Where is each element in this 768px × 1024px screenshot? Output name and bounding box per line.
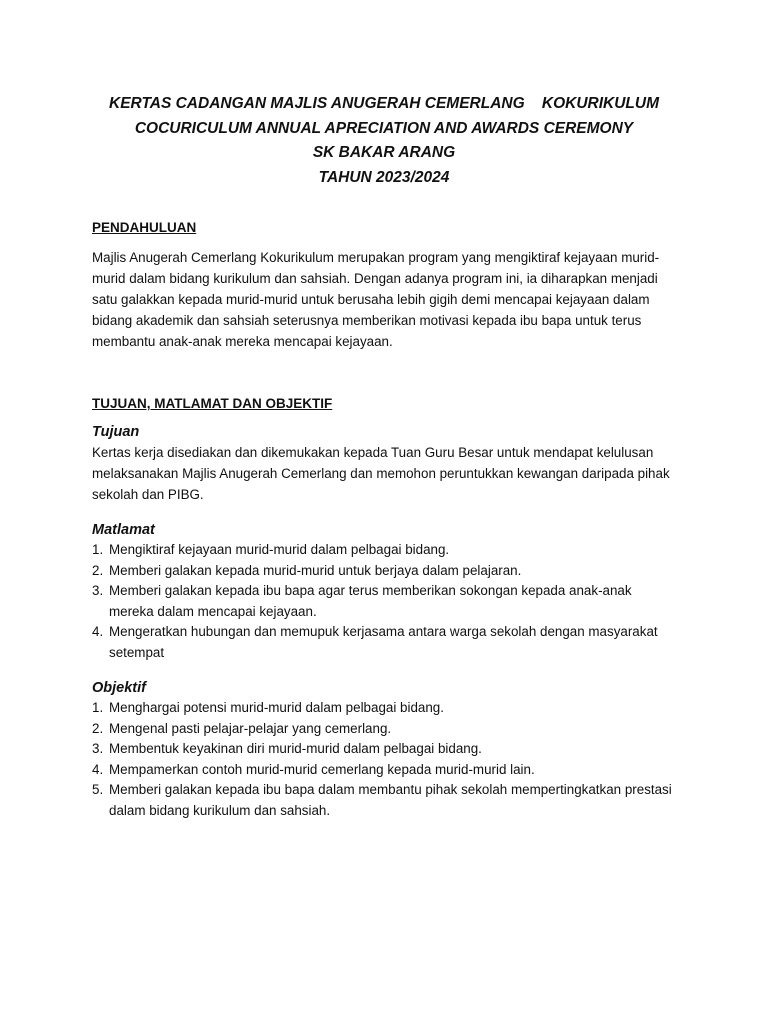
objektif-subheading: Objektif [92,680,146,696]
list-item-number: 1. [92,542,104,557]
title-line-3: SK BAKAR ARANG [312,144,456,161]
list-item-number: 3. [92,741,104,756]
tujuan-paragraph: Kertas kerja disediakan dan dikemukakan kepada Tuan Guru Besar untuk mendapat kelulusan melaksanakan Majlis Anugerah Cemerlang dan memohon peruntukkan kewangan daripada pihak sekolah dan PIBG. [92,445,670,502]
list-item-text: Membentuk keyakinan diri murid-murid dalam pelbagai bidang. [109,741,482,756]
list-item-number: 4. [92,761,104,777]
list-item [92,698,676,719]
document-title [82,92,686,190]
list-item-text: Memberi galakan kepada murid-murid untuk berjaya dalam pelajaran. [109,562,522,578]
list-item-number: 1. [92,700,104,715]
list-item-number: 2. [92,720,104,736]
tujuan-matlamat-objektif-heading: TUJUAN, MATLAMAT DAN OBJEKTIF [92,396,333,411]
title-line-4: TAHUN 2023/2024 [318,168,450,186]
list-item-text: Mengeratkan hubungan dan memupuk kerjasama antara warga sekolah dengan masyarakat setempat [109,624,658,660]
list-item-text: Mempamerkan contoh murid-murid cemerlang kepada murid-murid lain. [109,761,535,777]
list-item-number: 5. [92,782,104,797]
objektif-list [92,698,676,821]
tujuan-subheading: Tujuan [92,424,140,440]
list-item-text: Mengiktiraf kejayaan murid-murid dalam pelbagai bidang. [109,542,450,557]
list-item-text: Menghargai potensi murid-murid dalam pelbagai bidang. [109,700,444,715]
matlamat-subheading: Matlamat [92,522,155,538]
list-item-text: Memberi galakan kepada ibu bapa agar terus memberikan sokongan kepada anak-anak mereka dalam mencapai kejayaan. [109,583,632,619]
list-item [92,622,676,663]
list-item [92,780,676,821]
list-item-text: Mengenal pasti pelajar-pelajar yang cemerlang. [109,720,392,736]
list-item [92,581,676,622]
list-item [92,719,676,740]
list-item [92,739,676,760]
list-item-number: 3. [92,583,104,598]
matlamat-list [92,540,676,663]
list-item-text: Memberi galakan kepada ibu bapa dalam membantu pihak sekolah mempertingkatkan prestasi dalam bidang kurikulum dan sahsiah. [109,782,672,818]
list-item-number: 4. [92,624,104,639]
title-line-2: COCURICULUM ANNUAL APRECIATION AND AWARDS CEREMONY [134,119,634,137]
list-item [92,561,676,582]
title-line-1: KERTAS CADANGAN MAJLIS ANUGERAH CEMERLANG KOKURIKULUM [109,95,659,112]
list-item [92,760,676,781]
pendahuluan-paragraph: Majlis Anugerah Cemerlang Kokurikulum merupakan program yang mengiktiraf kejayaan murid-murid dalam bidang kurikulum dan sahsiah. Dengan adanya program ini, ia diharapkan menjadi satu galakkan kepada murid-murid untuk berusaha lebih gigih demi mencapai kejayaan dalam bidang akademik dan sahsiah seterusnya memberikan motivasi kepada ibu bapa untuk terus membantu anak-anak mereka mencapai kejayaan. [92,250,660,349]
list-item [92,540,676,561]
pendahuluan-heading: PENDAHULUAN [92,220,197,235]
list-item-number: 2. [92,562,104,578]
